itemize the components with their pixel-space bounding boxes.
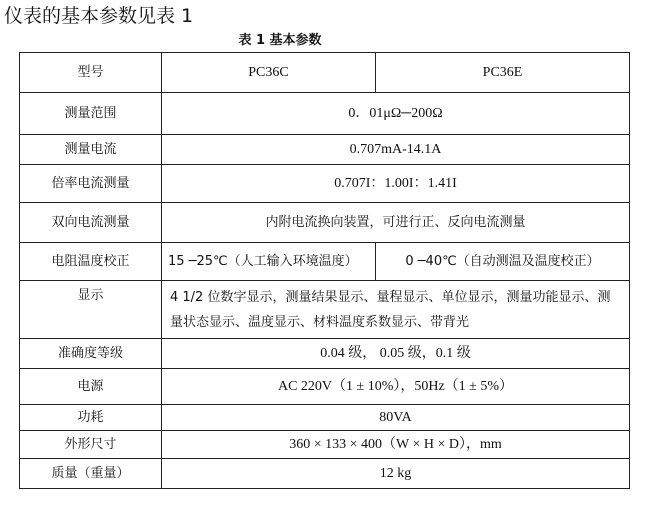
- weight-value: 12 kg: [162, 459, 630, 489]
- table-row: [20, 203, 630, 243]
- table-row: [20, 53, 630, 93]
- model-pc36c: PC36C: [162, 53, 376, 93]
- table-caption: 表 1 基本参数: [238, 33, 322, 48]
- table-row: [20, 459, 630, 489]
- model-pc36e: PC36E: [376, 53, 630, 93]
- row-label: 质量（重量）: [20, 459, 162, 489]
- table-row: [20, 165, 630, 203]
- ratio-current-value: 0.707I：1.00I：1.41I: [162, 165, 630, 203]
- row-label: 电阻温度校正: [20, 243, 162, 281]
- row-label: 倍率电流测量: [20, 165, 162, 203]
- document-heading: 仪表的基本参数见表 1: [4, 5, 194, 27]
- bidirectional-current-value: 内附电流换向装置，可进行正、反向电流测量: [162, 203, 630, 243]
- power-consumption-value: 80VA: [162, 405, 630, 431]
- power-supply-value: AC 220V（1 ± 10%），50Hz（1 ± 5%）: [162, 369, 630, 405]
- table-row: [20, 135, 630, 165]
- measure-current-value: 0.707mA-14.1A: [162, 135, 630, 165]
- row-label: 功耗: [20, 405, 162, 431]
- table-row: [20, 281, 630, 339]
- row-label: 外形尺寸: [20, 431, 162, 459]
- table-row: [20, 93, 630, 135]
- row-label: 双向电流测量: [20, 203, 162, 243]
- row-label: 测量范围: [20, 93, 162, 135]
- display-features-value: 4 1/2 位数字显示，测量结果显示、量程显示、单位显示，测量功能显示、测量状态显示、温度显示、材料温度系数显示、带背光: [162, 281, 630, 339]
- measure-range-value: 0．01μΩ─200Ω: [162, 93, 630, 135]
- row-label: 显示: [20, 281, 162, 339]
- parameters-table: [19, 52, 630, 489]
- table-row: [20, 431, 630, 459]
- temp-correction-auto: 0 ─40℃（自动测温及温度校正）: [376, 243, 630, 281]
- row-label: 准确度等级: [20, 339, 162, 369]
- accuracy-class-value: 0.04 级， 0.05 级，0.1 级: [162, 339, 630, 369]
- dimensions-value: 360 × 133 × 400（W × H × D），mm: [162, 431, 630, 459]
- row-label: 测量电流: [20, 135, 162, 165]
- table-row: [20, 339, 630, 369]
- table-row: [20, 243, 630, 281]
- row-label: 电源: [20, 369, 162, 405]
- table-row: [20, 405, 630, 431]
- temp-correction-manual: 15 ─25℃（人工输入环境温度）: [162, 243, 376, 281]
- table-row: [20, 369, 630, 405]
- row-label: 型号: [20, 53, 162, 93]
